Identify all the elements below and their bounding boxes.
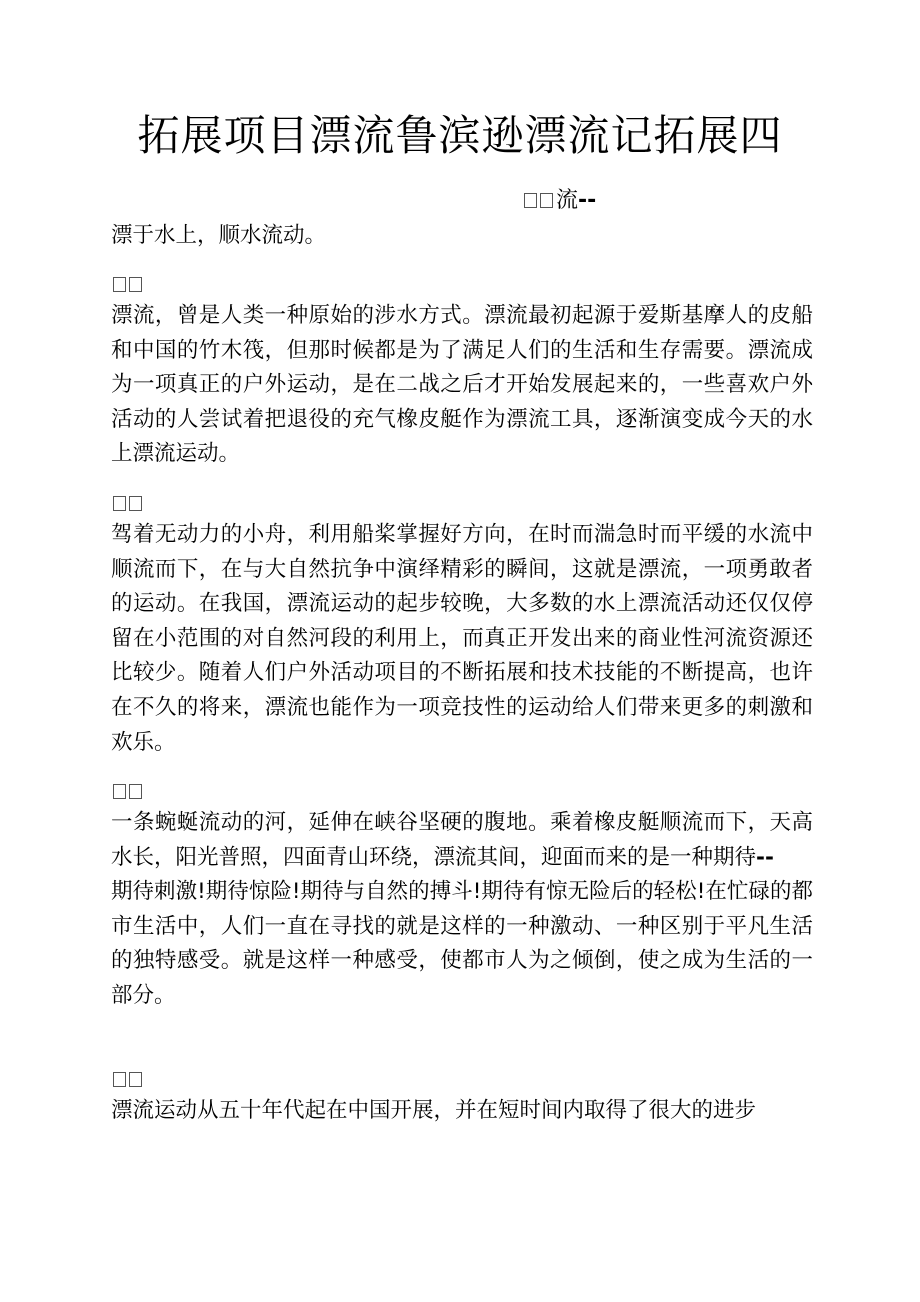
missing-glyph-icon bbox=[113, 277, 126, 292]
paragraph-text: 期待刺激!期待惊险!期待与自然的搏斗!期待有惊无险后的轻松!在忙碌的都市生活中，人们一直在寻找的就是这样的一种激动、一种区别于平凡生活的独特感受。就是这样一种感受，使都市人为之倾倒，使之成为生活的一部分。 bbox=[111, 879, 813, 1008]
section-paragraph-4 bbox=[111, 1094, 813, 1129]
paragraph-dash: -- bbox=[756, 844, 774, 870]
missing-glyph-icon bbox=[129, 496, 142, 511]
section-marker bbox=[113, 276, 145, 296]
missing-glyph-icon bbox=[113, 1072, 126, 1087]
paragraph-text: 漂流运动从五十年代起在中国开展，并在短时间内取得了很大的进步 bbox=[111, 1098, 757, 1123]
paragraph-text bbox=[111, 806, 813, 875]
definition-paragraph bbox=[111, 219, 813, 254]
subheading-text: 流 bbox=[556, 188, 579, 213]
missing-glyph-icon bbox=[113, 496, 126, 511]
section-marker bbox=[113, 1071, 145, 1091]
missing-glyph-icon bbox=[129, 1072, 142, 1087]
paragraph-text: 驾着无动力的小舟，利用船桨掌握好方向，在时而湍急时而平缓的水流中顺流而下，在与大自然抗争中演绎精彩的瞬间，这就是漂流，一项勇敢者的运动。在我国，漂流运动的起步较晚，大多数的水上漂流活动还仅仅停留在小范围的对自然河段的利用上，而真正开发出来的商业性河流资源还比较少。随着人们户外活动项目的不断拓展和技术技能的不断提高，也许在不久的将来，漂流也能作为一项竞技性的运动给人们带来更多的刺激和欢乐。 bbox=[111, 522, 813, 755]
section-marker bbox=[113, 783, 145, 803]
section-paragraph-2 bbox=[111, 518, 813, 760]
definition-text: 漂于水上，顺水流动。 bbox=[111, 223, 327, 248]
missing-glyph-icon bbox=[524, 193, 537, 208]
missing-glyph-icon bbox=[113, 784, 126, 799]
subheading bbox=[524, 186, 596, 216]
section-marker bbox=[113, 495, 145, 515]
paragraph-text-part: 一条蜿蜒流动的河，延伸在峡谷坚硬的腹地。乘着橡皮艇顺流而下，天高水长，阳光普照，四面青山环绕，漂流其间，迎面而来的是一种期待 bbox=[111, 810, 813, 870]
subheading-suffix: -- bbox=[578, 188, 597, 213]
missing-glyph-icon bbox=[129, 277, 142, 292]
missing-glyph-icon bbox=[129, 784, 142, 799]
paragraph-text: 漂流，曾是人类一种原始的涉水方式。漂流最初起源于爱斯基摩人的皮船和中国的竹木筏，但那时候都是为了满足人们的生活和生存需要。漂流成为一项真正的户外运动，是在二战之后才开始发展起来的，一些喜欢户外活动的人尝试着把退役的充气橡皮艇作为漂流工具，逐渐演变成今天的水上漂流运动。 bbox=[111, 303, 813, 467]
section-paragraph-3 bbox=[111, 806, 813, 1014]
section-paragraph-1 bbox=[111, 299, 813, 472]
document-title: 拓展项目漂流鲁滨逊漂流记拓展四 bbox=[137, 111, 783, 160]
missing-glyph-icon bbox=[540, 193, 553, 208]
